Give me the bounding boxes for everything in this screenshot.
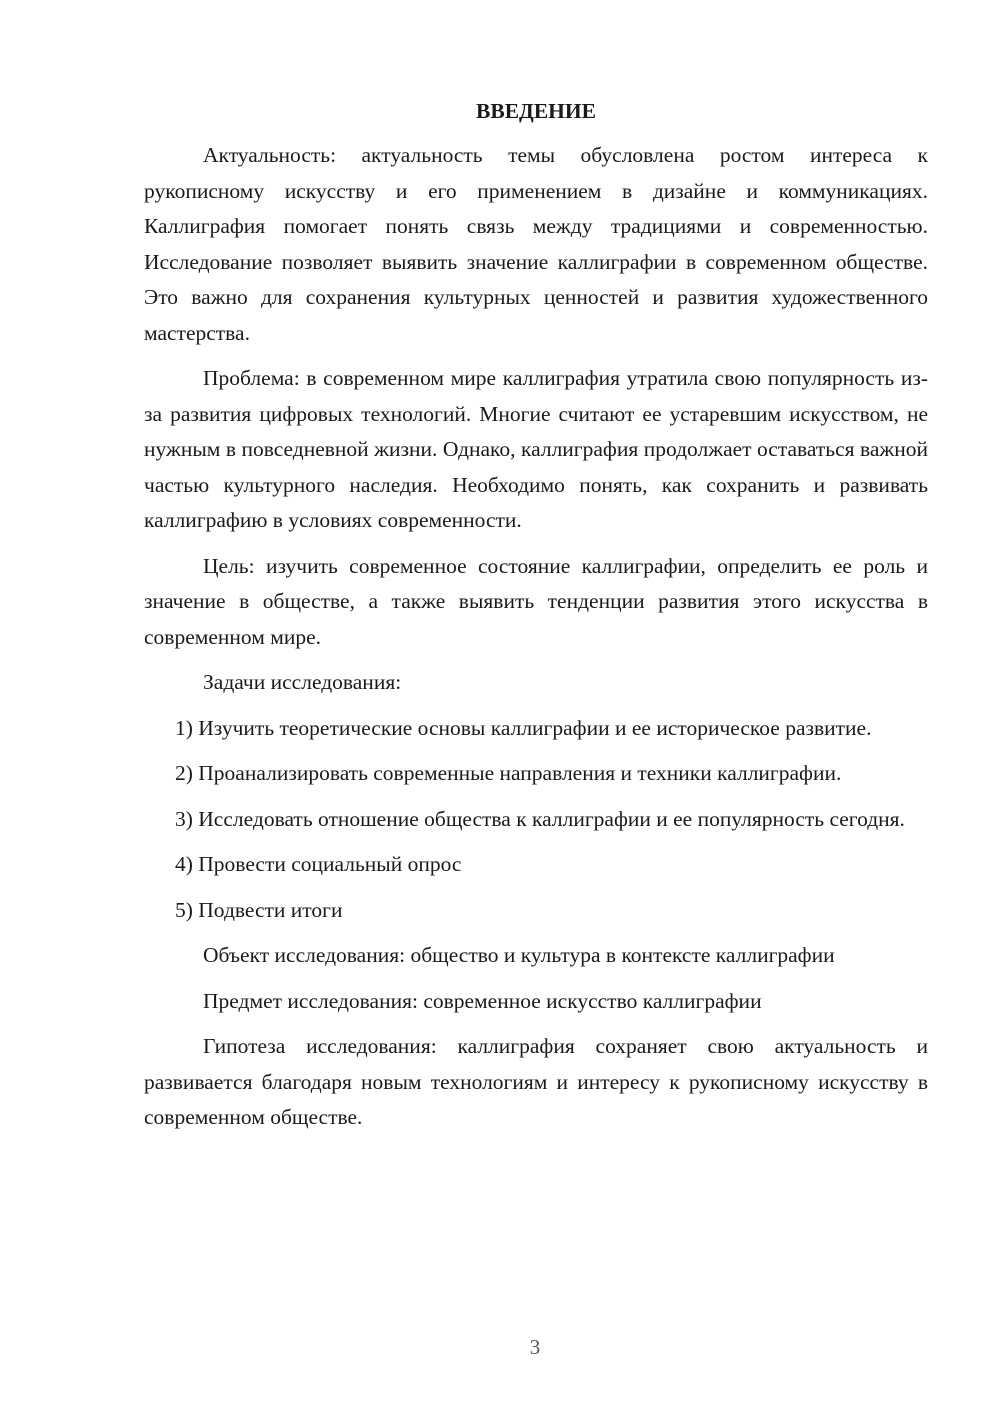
goal-paragraph: Цель: изучить современное состояние каллиграфии, определить ее роль и значение в обществе, а также выявить тенденции развития этого искусства в современном мире.	[144, 553, 928, 649]
task-item-3: 3) Исследовать отношение общества к каллиграфии и ее популярность сегодня.	[175, 806, 905, 831]
hypothesis-paragraph: Гипотеза исследования: каллиграфия сохраняет свою актуальность и развивается благодаря новым технологиям и интересу к рукописному искусству в современном обществе.	[144, 1034, 928, 1129]
task-item-2: 2) Проанализировать современные направления и техники каллиграфии.	[175, 761, 842, 785]
problem-paragraph: Проблема: в современном мире каллиграфия утратила свою популярность из-за развития цифровых технологий. Многие считают ее устаревшим искусством, не нужным в повседневной жизни. Однако, каллиграфия продолжает оставаться важной частью культурного наследия. Необходимо понять, как сохранить и развивать каллиграфию в условиях современности.	[144, 366, 928, 532]
relevance-paragraph: Актуальность: актуальность темы обусловлена ростом интереса к рукописному искусству и его применением в дизайне и коммуникациях. Каллиграфия помогает понять связь между традициями и современностью. Исследование позволяет выявить значение каллиграфии в современном обществе. Это важно для сохранения культурных ценностей и развития художественного мастерства.	[144, 143, 928, 345]
task-item-4: 4) Провести социальный опрос	[175, 852, 462, 876]
task-item-5: 5) Подвести итоги	[175, 897, 343, 922]
page-number: 3	[529, 1335, 541, 1359]
object-paragraph: Объект исследования: общество и культура в контексте каллиграфии	[203, 943, 835, 967]
tasks-heading: Задачи исследования:	[203, 670, 402, 694]
subject-paragraph: Предмет исследования: современное искусство каллиграфии	[203, 988, 762, 1013]
task-item-1: 1) Изучить теоретические основы каллиграфии и ее историческое развитие.	[175, 715, 872, 740]
document-page	[144, 96, 928, 1146]
section-title: ВВЕДЕНИЕ	[476, 99, 596, 123]
